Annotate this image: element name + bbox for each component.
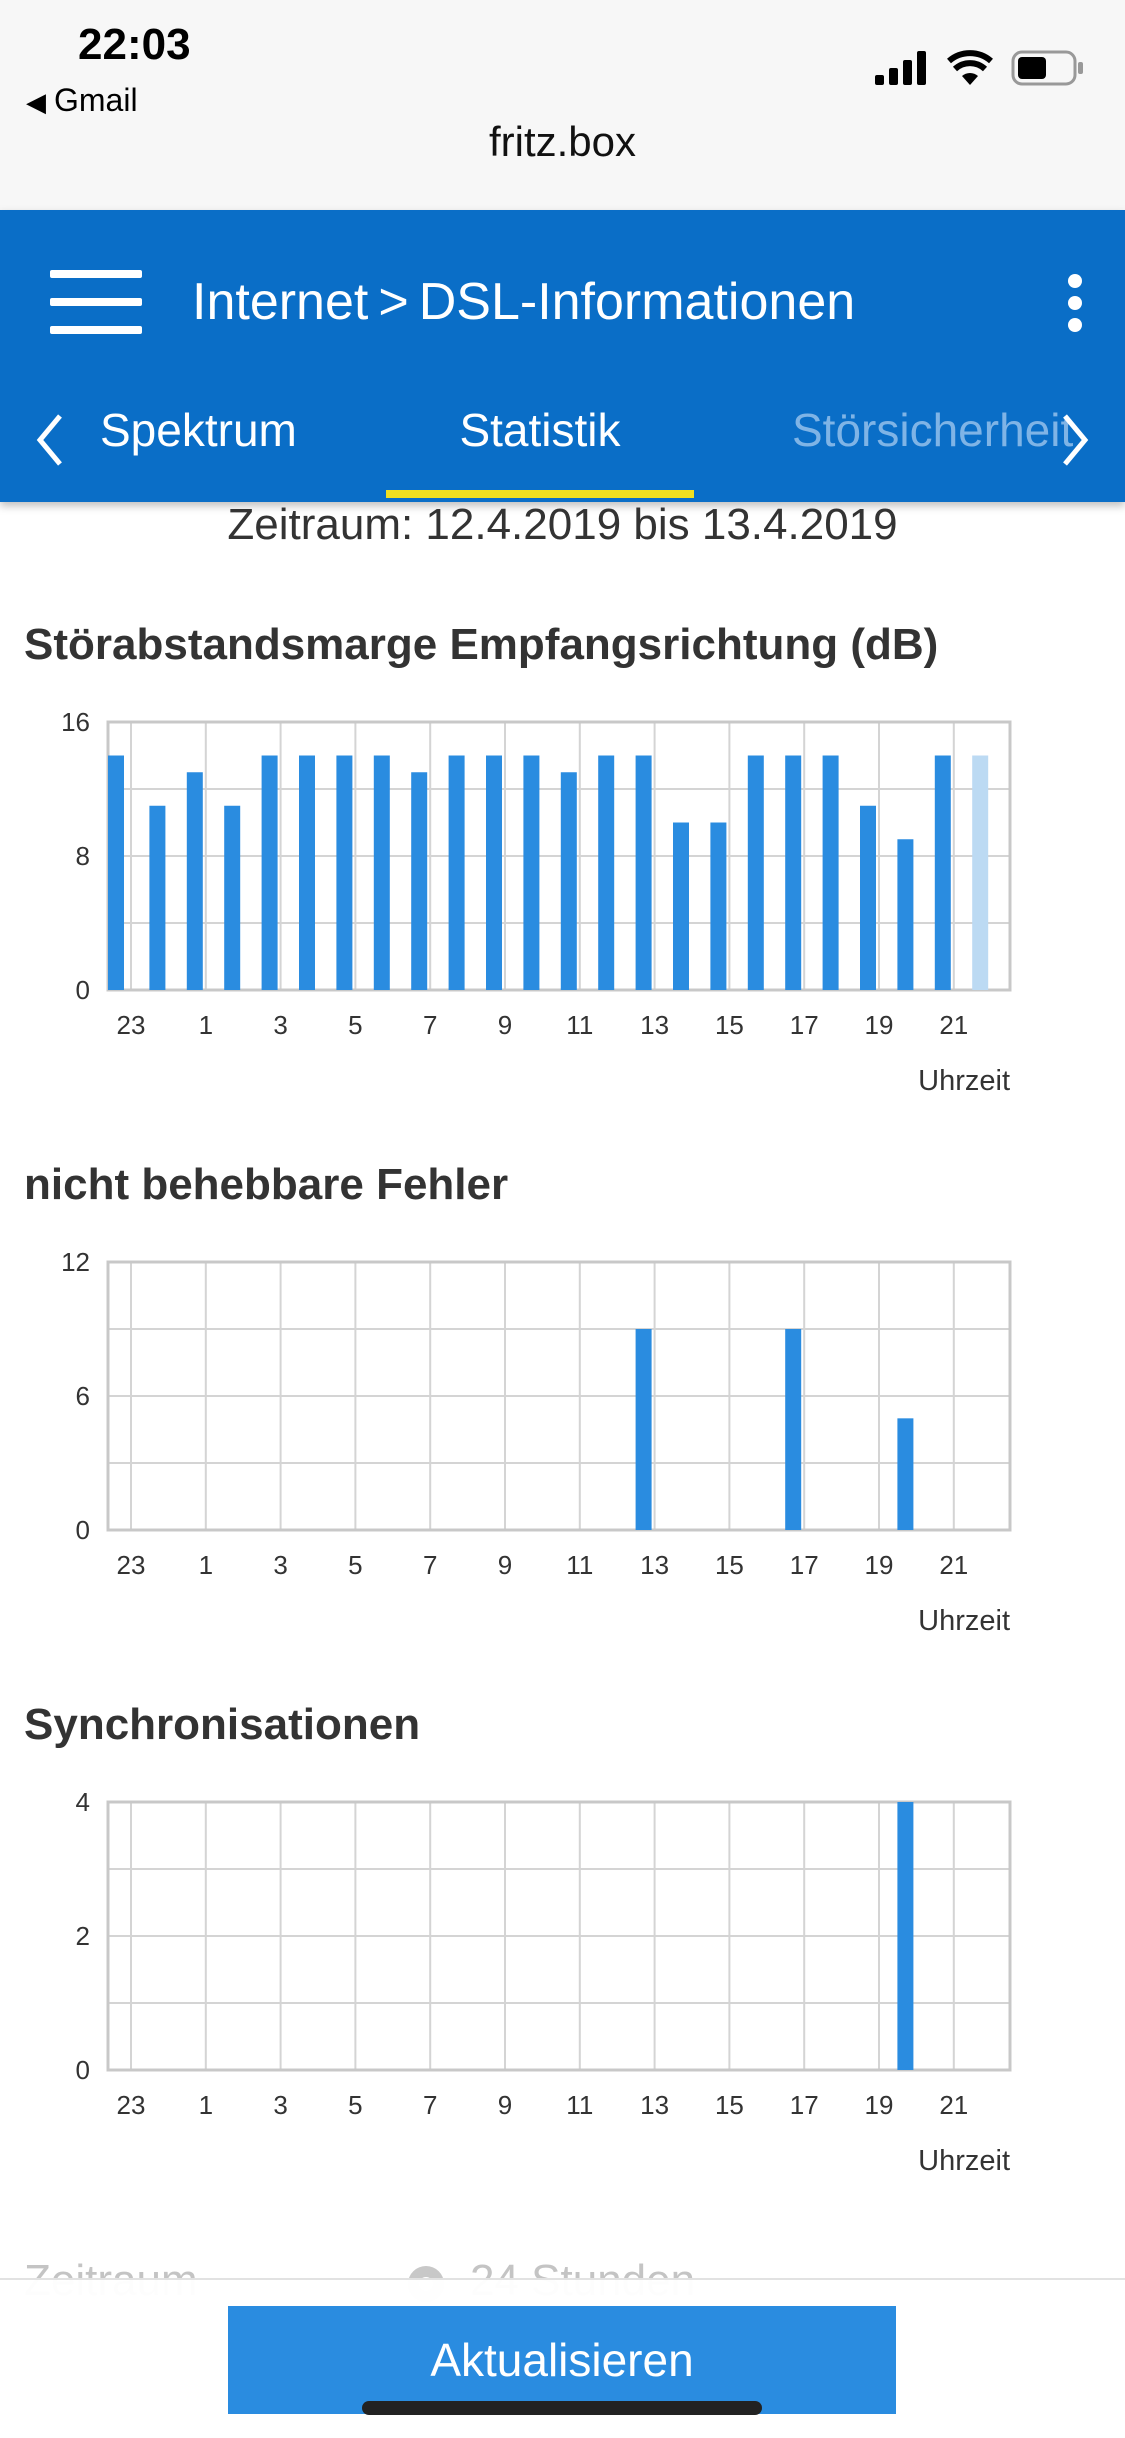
x-axis-label: Uhrzeit [918, 1605, 1010, 1637]
chart-bar [636, 1329, 652, 1530]
x-tick-label: 3 [273, 1010, 288, 1040]
x-tick-label: 5 [348, 2090, 363, 2120]
tab-spektrum[interactable]: Spektrum [100, 404, 297, 456]
chart-title-synchronizations: Synchronisationen [24, 1700, 421, 1749]
x-tick-label: 17 [789, 2090, 819, 2120]
x-tick-label: 3 [273, 1550, 288, 1580]
tab-bar [0, 380, 1125, 502]
tab-statistik[interactable]: Statistik [459, 404, 621, 456]
chart-bar [449, 756, 465, 991]
chart-bar [108, 756, 124, 991]
x-tick-label: 1 [198, 1010, 214, 1040]
chart-bar [897, 1802, 913, 2070]
chart-bar [785, 756, 801, 991]
status-icons [875, 48, 1085, 88]
active-tab-indicator [386, 490, 694, 498]
chart-bar [411, 772, 427, 990]
x-tick-label: 23 [116, 2090, 146, 2120]
x-tick-label: 21 [939, 1010, 969, 1040]
chevron-right-icon: > [378, 273, 409, 331]
chart-bar [486, 756, 502, 991]
x-tick-label: 23 [116, 1010, 146, 1040]
back-app-label: Gmail [54, 82, 138, 118]
chart-bar [823, 756, 839, 991]
back-to-app-link[interactable] [26, 82, 138, 119]
x-tick-label: 5 [348, 1010, 363, 1040]
wifi-icon [947, 51, 993, 85]
chart-bar [897, 839, 913, 990]
y-tick-label: 12 [61, 1247, 90, 1277]
back-triangle-icon: ◀ [26, 87, 46, 117]
chart-bar [636, 756, 652, 991]
chart-bar [187, 772, 203, 990]
chart-bar [748, 756, 764, 991]
bottom-action-bar [0, 2278, 1125, 2438]
x-tick-label: 11 [566, 2090, 594, 2120]
chart-synchronizations [0, 1780, 1125, 2180]
chart-bar [299, 756, 315, 991]
tab-scroll-left-icon[interactable] [30, 410, 70, 470]
app-header [0, 210, 1125, 502]
signal-icon [875, 51, 929, 85]
y-tick-label: 2 [75, 1921, 90, 1951]
x-tick-label: 23 [116, 1550, 146, 1580]
chart-snr-margin [0, 700, 1125, 1100]
x-tick-label: 7 [422, 1550, 438, 1580]
x-tick-label: 9 [497, 1010, 513, 1040]
y-tick-label: 16 [61, 707, 90, 737]
chart-bar [374, 756, 390, 991]
tab-stoersicherheit[interactable]: Störsicherheit [792, 404, 1074, 456]
y-tick-label: 6 [75, 1381, 90, 1411]
x-tick-label: 3 [273, 2090, 288, 2120]
y-tick-label: 0 [75, 1515, 90, 1545]
chart-bar [149, 806, 165, 990]
chart-bar [673, 823, 689, 991]
chart-bar [561, 772, 577, 990]
x-tick-label: 11 [566, 1010, 594, 1040]
x-axis-label: Uhrzeit [918, 1065, 1010, 1097]
x-axis-label: Uhrzeit [918, 2145, 1010, 2177]
chart-bar [523, 756, 539, 991]
x-tick-label: 19 [864, 1550, 894, 1580]
x-tick-label: 11 [566, 1550, 594, 1580]
chart-bar [710, 823, 726, 991]
x-tick-label: 21 [939, 2090, 969, 2120]
x-tick-label: 15 [714, 2090, 744, 2120]
chart-uncorrectable-errors [0, 1240, 1125, 1640]
y-tick-label: 0 [75, 975, 90, 1005]
x-tick-label: 19 [864, 1010, 894, 1040]
x-tick-label: 17 [789, 1010, 819, 1040]
y-tick-label: 0 [75, 2055, 90, 2085]
x-tick-label: 13 [640, 1010, 670, 1040]
x-tick-label: 9 [497, 2090, 513, 2120]
x-tick-label: 7 [422, 2090, 438, 2120]
chart-bar [860, 806, 876, 990]
x-tick-label: 7 [422, 1010, 438, 1040]
x-tick-label: 9 [497, 1550, 513, 1580]
x-tick-label: 17 [789, 1550, 819, 1580]
chart-bar [262, 756, 278, 991]
update-button[interactable]: Aktualisieren [228, 2306, 896, 2414]
battery-icon [1011, 50, 1085, 86]
more-options-icon[interactable] [1065, 274, 1085, 334]
chart-bar [224, 806, 240, 990]
x-tick-label: 1 [198, 2090, 214, 2120]
chart-bar [972, 756, 988, 991]
hamburger-menu-icon[interactable] [50, 270, 142, 334]
period-text: Zeitraum: 12.4.2019 bis 13.4.2019 [227, 500, 898, 549]
x-tick-label: 19 [864, 2090, 894, 2120]
chart-bar [897, 1418, 913, 1530]
chart-bar [935, 756, 951, 991]
x-tick-label: 13 [640, 1550, 670, 1580]
y-tick-label: 8 [75, 841, 90, 871]
chart-title-uncorrectable-errors: nicht behebbare Fehler [24, 1160, 509, 1209]
chart-title-snr-margin: Störabstandsmarge Empfangsrichtung (dB) [24, 620, 939, 669]
x-tick-label: 13 [640, 2090, 670, 2120]
home-indicator [362, 2401, 762, 2415]
x-tick-label: 21 [939, 1550, 969, 1580]
x-tick-label: 15 [714, 1550, 744, 1580]
x-tick-label: 15 [714, 1010, 744, 1040]
x-tick-label: 5 [348, 1550, 363, 1580]
url-bar[interactable]: fritz.box [488, 118, 637, 165]
breadcrumb [192, 272, 855, 332]
status-bar [0, 0, 1125, 210]
chart-bar [598, 756, 614, 991]
breadcrumb-page: DSL-Informationen [418, 273, 856, 331]
chart-bar [785, 1329, 801, 1530]
breadcrumb-section[interactable]: Internet [192, 273, 369, 331]
x-tick-label: 1 [198, 1550, 214, 1580]
y-tick-label: 4 [75, 1787, 90, 1817]
status-time: 22:03 [78, 20, 191, 69]
chart-bar [336, 756, 352, 991]
tab-scroll-right-icon[interactable] [1055, 410, 1095, 470]
